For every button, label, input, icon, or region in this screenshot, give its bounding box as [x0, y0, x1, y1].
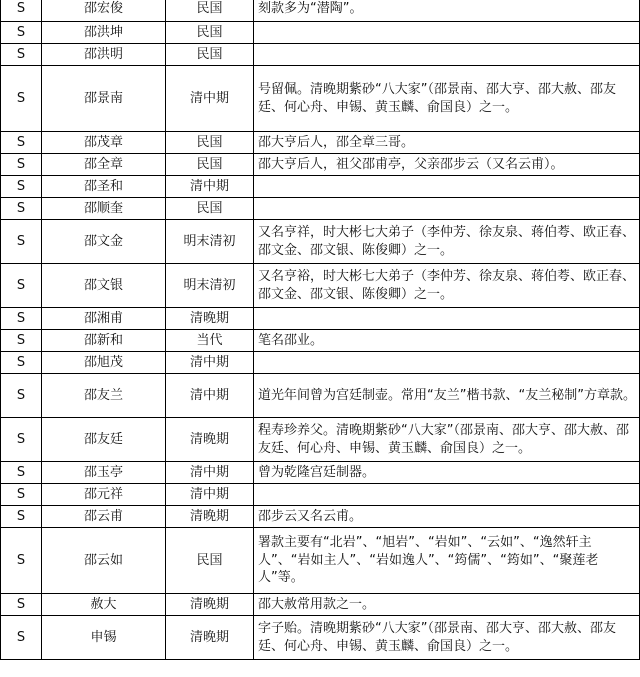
name-cell: 邵友兰: [42, 374, 166, 418]
name-cell: 邵云如: [42, 528, 166, 594]
table-row: [1, 44, 640, 66]
name-cell: 申锡: [42, 616, 166, 660]
initial-cell: S: [1, 352, 42, 374]
table-row: [1, 374, 640, 418]
era-cell: 民国: [166, 44, 254, 66]
table-row: [1, 528, 640, 594]
note-cell: [254, 44, 640, 66]
name-cell: 邵文银: [42, 264, 166, 308]
table-row: [1, 264, 640, 308]
name-cell: 邵文金: [42, 220, 166, 264]
note-cell: 邵大赦常用款之一。: [254, 594, 640, 616]
table-row: [1, 352, 640, 374]
initial-cell: S: [1, 66, 42, 132]
era-cell: 清晚期: [166, 418, 254, 462]
table-row: [1, 506, 640, 528]
table-row: [1, 616, 640, 660]
era-cell: 明末清初: [166, 264, 254, 308]
table-row: [1, 0, 640, 22]
name-cell: 邵旭茂: [42, 352, 166, 374]
name-cell: 邵玉亭: [42, 462, 166, 484]
initial-cell: S: [1, 22, 42, 44]
era-cell: 清晚期: [166, 616, 254, 660]
name-cell: 邵顺奎: [42, 198, 166, 220]
era-cell: 清晚期: [166, 594, 254, 616]
note-cell: [254, 352, 640, 374]
era-cell: 清中期: [166, 462, 254, 484]
era-cell: 清晚期: [166, 506, 254, 528]
note-cell: 程寿珍养父。清晚期紫砂“八大家”（邵景南、邵大亨、邵大赦、邵友廷、何心舟、申锡、黄玉麟、俞国良）之一。: [254, 418, 640, 462]
table-row: [1, 154, 640, 176]
potter-table-body: [1, 0, 640, 660]
initial-cell: S: [1, 0, 42, 22]
era-cell: 民国: [166, 528, 254, 594]
note-cell: [254, 484, 640, 506]
era-cell: 民国: [166, 154, 254, 176]
name-cell: 邵新和: [42, 330, 166, 352]
era-cell: 民国: [166, 0, 254, 22]
era-cell: 民国: [166, 198, 254, 220]
note-cell: [254, 176, 640, 198]
name-cell: 邵圣和: [42, 176, 166, 198]
table-row: [1, 22, 640, 44]
table-row: [1, 198, 640, 220]
note-cell: 笔名邵业。: [254, 330, 640, 352]
initial-cell: S: [1, 418, 42, 462]
table-row: [1, 484, 640, 506]
era-cell: 清中期: [166, 374, 254, 418]
note-cell: 署款主要有“北岩”、“旭岩”、“岩如”、“云如”、“逸然轩主人”、“岩如主人”、“岩如逸人”、“筠儒”、“筠如”、“聚莲老人”等。: [254, 528, 640, 594]
note-cell: 刻款多为“潜陶”。: [254, 0, 640, 22]
era-cell: 当代: [166, 330, 254, 352]
table-row: [1, 66, 640, 132]
table-row: [1, 330, 640, 352]
initial-cell: S: [1, 616, 42, 660]
name-cell: 邵洪坤: [42, 22, 166, 44]
initial-cell: S: [1, 264, 42, 308]
name-cell: 邵洪明: [42, 44, 166, 66]
note-cell: 曾为乾隆宫廷制器。: [254, 462, 640, 484]
note-cell: [254, 198, 640, 220]
table-row: [1, 462, 640, 484]
note-cell: 号留佩。清晚期紫砂“八大家”（邵景南、邵大亨、邵大赦、邵友廷、何心舟、申锡、黄玉麟、俞国良）之一。: [254, 66, 640, 132]
note-cell: 字子贻。清晚期紫砂“八大家”（邵景南、邵大亨、邵大赦、邵友廷、何心舟、申锡、黄玉麟、俞国良）之一。: [254, 616, 640, 660]
name-cell: 邵全章: [42, 154, 166, 176]
initial-cell: S: [1, 198, 42, 220]
era-cell: 明末清初: [166, 220, 254, 264]
name-cell: 邵元祥: [42, 484, 166, 506]
table-row: [1, 176, 640, 198]
note-cell: 道光年间曾为宫廷制壶。常用“友兰”楷书款、“友兰秘制”方章款。: [254, 374, 640, 418]
initial-cell: S: [1, 154, 42, 176]
initial-cell: S: [1, 594, 42, 616]
initial-cell: S: [1, 132, 42, 154]
name-cell: 邵宏俊: [42, 0, 166, 22]
era-cell: 清中期: [166, 484, 254, 506]
name-cell: 邵友廷: [42, 418, 166, 462]
initial-cell: S: [1, 44, 42, 66]
note-cell: 邵步云又名云甫。: [254, 506, 640, 528]
initial-cell: S: [1, 176, 42, 198]
table-row: [1, 308, 640, 330]
era-cell: 清晚期: [166, 308, 254, 330]
initial-cell: S: [1, 220, 42, 264]
name-cell: 邵景南: [42, 66, 166, 132]
table-row: [1, 132, 640, 154]
era-cell: 清中期: [166, 352, 254, 374]
initial-cell: S: [1, 528, 42, 594]
name-cell: 邵云甫: [42, 506, 166, 528]
initial-cell: S: [1, 330, 42, 352]
initial-cell: S: [1, 308, 42, 330]
name-cell: 邵湘甫: [42, 308, 166, 330]
initial-cell: S: [1, 506, 42, 528]
note-cell: 又名亨裕，时大彬七大弟子（李仲芳、徐友泉、蒋伯荂、欧正春、邵文金、邵文银、陈俊卿）之一。: [254, 264, 640, 308]
note-cell: 又名亨祥，时大彬七大弟子（李仲芳、徐友泉、蒋伯荂、欧正春、邵文金、邵文银、陈俊卿）之一。: [254, 220, 640, 264]
note-cell: [254, 22, 640, 44]
note-cell: 邵大亨后人，祖父邵甫亭，父亲邵步云（又名云甫）。: [254, 154, 640, 176]
table-row: [1, 220, 640, 264]
note-cell: 邵大亨后人，邵全章三哥。: [254, 132, 640, 154]
era-cell: 清中期: [166, 66, 254, 132]
era-cell: 清中期: [166, 176, 254, 198]
initial-cell: S: [1, 462, 42, 484]
name-cell: 赦大: [42, 594, 166, 616]
initial-cell: S: [1, 374, 42, 418]
name-cell: 邵茂章: [42, 132, 166, 154]
table-row: [1, 418, 640, 462]
era-cell: 民国: [166, 132, 254, 154]
era-cell: 民国: [166, 22, 254, 44]
note-cell: [254, 308, 640, 330]
initial-cell: S: [1, 484, 42, 506]
table-row: [1, 594, 640, 616]
